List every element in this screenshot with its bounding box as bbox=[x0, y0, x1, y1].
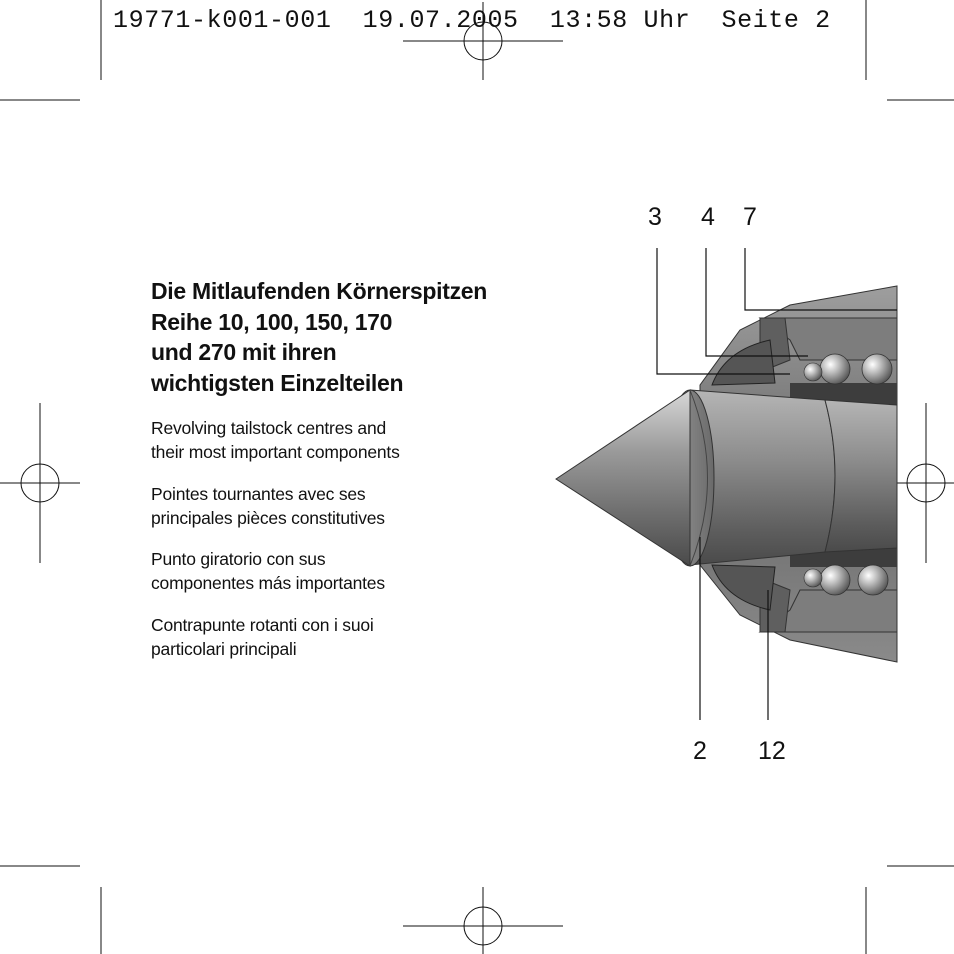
callout-number: 7 bbox=[743, 203, 757, 231]
heading-line: und 270 mit ihren bbox=[151, 339, 337, 365]
description-english: Revolving tailstock centres and their most important components bbox=[151, 418, 400, 462]
callout-number: 4 bbox=[701, 203, 715, 231]
callout-number: 3 bbox=[648, 203, 662, 231]
callout-number: 2 bbox=[693, 737, 707, 765]
heading-line: wichtigsten Einzelteilen bbox=[151, 369, 404, 396]
heading-line: Reihe 10, 100, 150, 170 bbox=[151, 308, 393, 335]
heading-line: Die Mitlaufenden Körnerspitzen bbox=[151, 278, 488, 304]
description-italian: Contrapunte rotanti con i suoi particolari principali bbox=[151, 615, 374, 659]
callout-number: 12 bbox=[758, 737, 786, 765]
description-french: Pointes tournantes avec ses principales pièces constitutives bbox=[151, 484, 385, 528]
description-spanish: Punto giratorio con sus componentes más importantes bbox=[151, 549, 385, 593]
spindle bbox=[666, 390, 897, 566]
cone-point bbox=[556, 390, 708, 566]
print-slug-line: 19771-k001-001 19.07.2005 13:58 Uhr Seite 2 bbox=[113, 6, 831, 35]
